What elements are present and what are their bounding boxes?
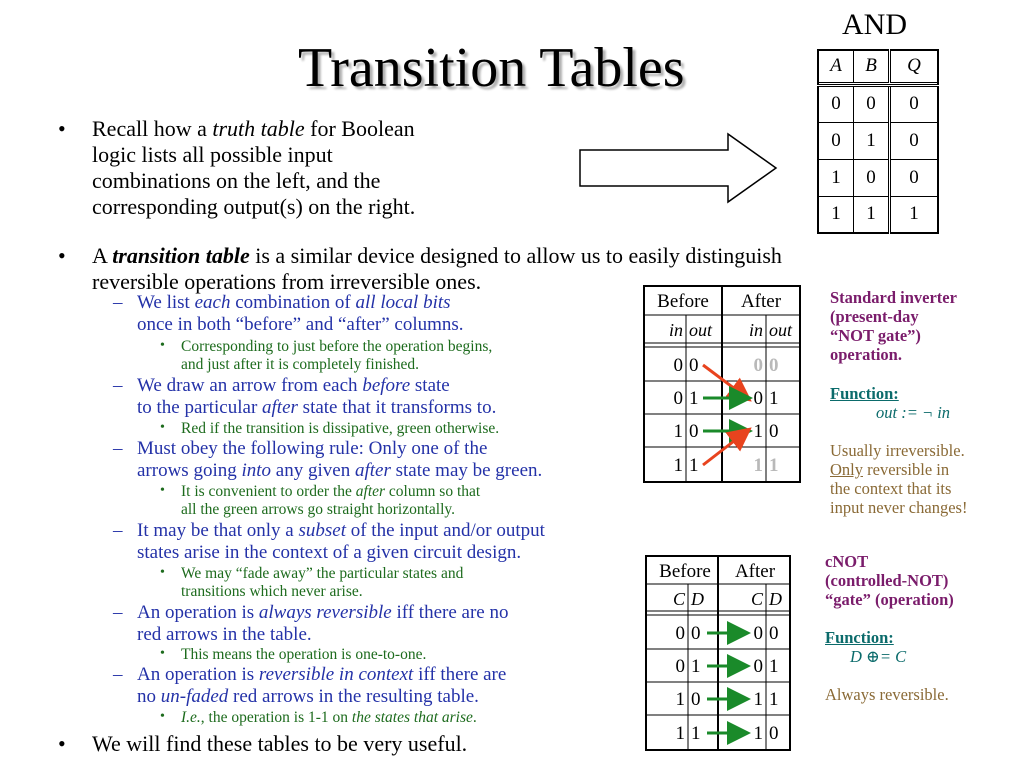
cnot-before-cell: 1 [691,656,701,677]
and-header-q: Q [890,50,939,82]
dash-marker: – [113,438,123,459]
bullet-marker: • [58,243,66,268]
not-sub-in: in [748,320,763,340]
text: operation. [830,345,902,364]
dot-marker: • [160,565,165,580]
cnot-before-cell: 0 [675,623,685,644]
cnot-before-cell: 0 [691,689,701,710]
and-header-b: B [854,50,890,82]
text: red arrows in the table. [137,624,312,645]
not-after-cell: 0 [753,388,763,409]
text: state may be green. [390,460,543,481]
text: It may be that only a [137,520,299,541]
not-header-before: Before [657,291,709,312]
not-before-cell: 1 [689,455,699,476]
cnot-header-after: After [734,561,776,582]
and-cell: 0 [890,122,939,159]
text: combinations on the left, and the [92,168,381,193]
cnot-function-body: D ⊕= C [850,647,907,666]
emphasis: transition table [112,243,250,268]
emphasis: the states that arise [351,709,473,726]
text: input never changes! [830,498,968,517]
dash-marker: – [113,292,123,313]
text: corresponding output(s) on the right. [92,194,416,219]
cnot-before-cell: 0 [675,656,685,677]
emphasis: each [194,292,231,313]
and-cell: 0 [854,159,890,196]
dot-marker: • [160,338,165,353]
emphasis: reversible in context [258,664,414,685]
dot-marker: • [160,483,165,498]
sub-bullet-list-states [137,292,464,336]
and-cell: 0 [890,85,939,122]
text: once in both “before” and “after” columns. [137,314,464,335]
text: of the input and/or output [345,520,545,541]
emphasis: before [362,375,411,396]
and-cell: 0 [818,85,854,122]
emphasis: un-faded [160,686,229,707]
dash-marker: – [113,375,123,396]
text: We list [137,292,195,313]
emphasis: into [241,460,272,481]
not-after-cell: 1 [753,421,763,442]
cnot-after-cell: 1 [769,689,779,710]
subsub-bullet [181,483,480,519]
sub-bullet-rule [137,438,542,482]
dash-marker: – [113,664,123,685]
not-description [830,288,957,364]
dot-marker: • [160,420,165,435]
text: “gate” (operation) [825,590,954,609]
dash-marker: – [113,602,123,623]
text: (controlled-NOT) [825,571,949,590]
text: This means the operation is one-to-one. [181,646,427,663]
text: reversible operations from irreversible ones. [92,269,482,294]
dot-marker: • [160,709,165,724]
sub-bullet-draw-arrow [137,375,496,419]
text: Must obey the following rule: Only one of the [137,438,488,459]
slide-title: Transition Tables [298,37,685,99]
emphasis: truth table [212,116,305,141]
text: transitions which never arise. [181,583,363,600]
subsub-bullet [181,420,499,438]
text: A [92,243,113,268]
not-before-cell: 0 [689,421,699,442]
text: We draw an arrow from each [137,375,363,396]
text: state [410,375,450,396]
text: all the green arrows go straight horizontally. [181,501,456,518]
emphasis: after [355,483,386,500]
sub-bullet-always-reversible [137,602,508,646]
not-sub-out: out [689,320,713,340]
and-cell: 0 [818,122,854,159]
emphasis: Only [830,460,863,479]
cnot-after-cell: 1 [753,723,763,744]
text: arrows going [137,460,242,481]
and-truth-table [817,49,939,234]
cnot-after-cell: 0 [753,656,763,677]
not-transition-table [643,285,801,483]
and-table-title: AND [842,8,907,41]
text: states arise in the context of a given circuit design. [137,542,522,563]
and-cell: 0 [890,159,939,196]
text: “NOT gate”) [830,326,921,345]
emphasis: after [262,397,298,418]
text: red arrows in the resulting table. [228,686,479,707]
bullet-truth-table [92,116,415,220]
dash-marker: – [113,520,123,541]
text: Recall how a [92,116,213,141]
text: Red if the transition is dissipative, green otherwise. [181,420,500,437]
cnot-sub-d: D [691,589,704,609]
text: any given [271,460,355,481]
and-cell: 0 [854,85,890,122]
text: to the particular [137,397,263,418]
text: iff there are [413,664,507,685]
text: logic lists all possible input [92,142,333,167]
text: It is convenient to order the [181,483,356,500]
emphasis: I.e. [181,709,201,726]
text: column so that [385,483,481,500]
emphasis: all local bits [355,292,451,313]
emphasis: always reversible [258,602,392,623]
text: (present-day [830,307,919,326]
emphasis: subset [298,520,346,541]
cnot-reversibility-note: Always reversible. [825,685,949,704]
cnot-description [825,552,954,609]
not-after-cell: 0 [769,421,779,442]
and-header-a: A [818,50,854,82]
not-before-cell: 0 [673,388,683,409]
not-after-cell: 0 [769,355,779,376]
cnot-before-cell: 1 [691,723,701,744]
cnot-after-cell: 0 [753,623,763,644]
sub-bullet-reversible-in-context [137,664,506,708]
bullet-useful: We will find these tables to be very useful. [92,731,468,756]
text: Standard inverter [830,288,957,307]
not-sub-in: in [668,320,683,340]
text: An operation is [137,602,259,623]
bullet-marker: • [58,731,66,756]
text: the context that its [830,479,952,498]
and-cell: 1 [854,122,890,159]
not-after-cell: 1 [769,388,779,409]
not-reversibility-note [830,441,967,517]
text: no [137,686,161,707]
cnot-sub-c: C [750,589,763,609]
cnot-after-cell: 1 [753,689,763,710]
text: Corresponding to just before the operation begins, [181,338,493,355]
and-cell: 1 [854,196,890,233]
text: combination of [230,292,356,313]
text: state that it transforms to. [297,397,497,418]
subsub-bullet [181,565,463,601]
not-header-after: After [740,291,782,312]
text: is a similar device designed to allow us to easily distinguish [249,243,782,268]
subsub-bullet [181,646,426,664]
text: , the operation is 1-1 on [200,709,352,726]
text: An operation is [137,664,259,685]
text: and just after it is completely finished. [181,356,420,373]
cnot-header-before: Before [659,561,711,582]
not-before-cell: 1 [673,455,683,476]
not-after-cell: 1 [753,455,763,476]
bullet-marker: • [58,116,66,141]
cnot-sub-d: D [769,589,782,609]
and-cell: 1 [890,196,939,233]
not-after-cell: 1 [769,455,779,476]
text: reversible in [863,460,950,479]
text: iff there are no [391,602,509,623]
text: cNOT [825,552,869,571]
not-before-cell: 1 [673,421,683,442]
text: . [472,709,477,726]
cnot-before-cell: 1 [675,723,685,744]
right-arrow-icon [578,132,780,204]
emphasis: after [354,460,391,481]
cnot-after-cell: 0 [769,623,779,644]
not-function-body: out := ¬ in [876,403,951,422]
cnot-before-cell: 1 [675,689,685,710]
subsub-bullet [181,338,492,374]
text: Usually irreversible. [830,441,965,460]
cnot-before-cell: 0 [691,623,701,644]
cnot-sub-c: C [672,589,685,609]
not-function-label: Function: [830,384,899,403]
not-before-cell: 0 [673,355,683,376]
and-cell: 1 [818,159,854,196]
not-before-cell: 1 [689,388,699,409]
dot-marker: • [160,646,165,661]
and-cell: 1 [818,196,854,233]
sub-bullet-subset [137,520,545,564]
text: We may “fade away” the particular states and [181,565,464,582]
cnot-after-cell: 1 [769,656,779,677]
cnot-after-cell: 0 [769,723,779,744]
text: for Boolean [304,116,415,141]
cnot-function-label: Function: [825,628,894,647]
not-sub-out: out [769,320,793,340]
not-before-cell: 0 [689,355,699,376]
cnot-transition-table [645,555,791,751]
not-after-cell: 0 [753,355,763,376]
subsub-bullet [181,709,477,727]
